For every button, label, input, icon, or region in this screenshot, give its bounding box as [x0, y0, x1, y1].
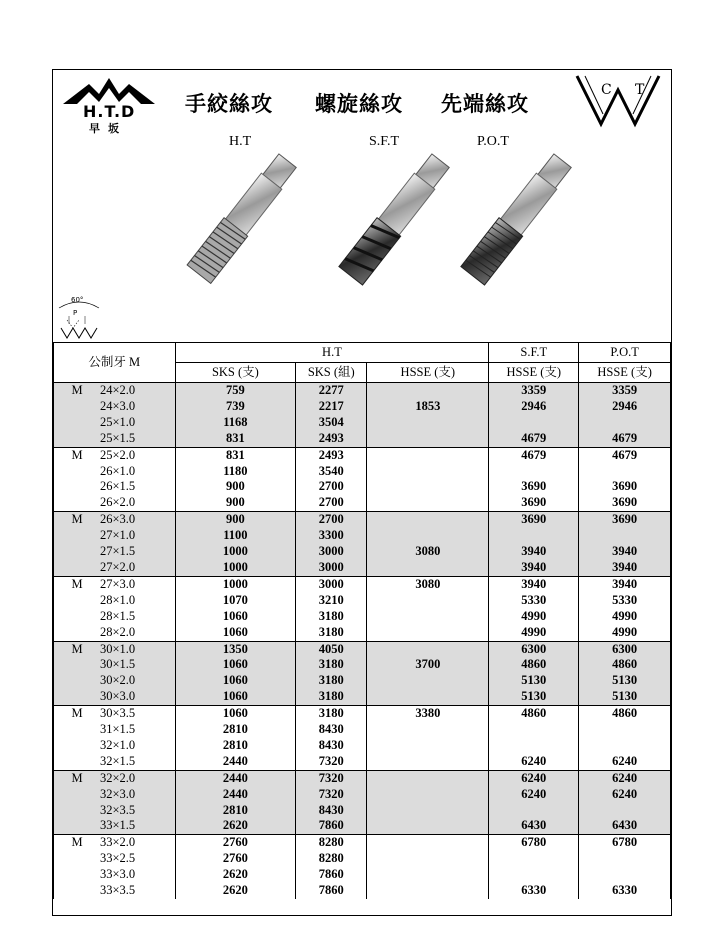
price-cell: 2493 — [296, 447, 367, 463]
price-cell: 3000 — [296, 560, 367, 576]
price-cell — [367, 803, 489, 819]
price-cell: 3000 — [296, 576, 367, 592]
price-cell — [489, 738, 579, 754]
price-cell: 2760 — [175, 851, 296, 867]
price-cell: 4990 — [489, 625, 579, 641]
size-cell — [54, 851, 176, 867]
price-cell — [367, 818, 489, 834]
size-cell — [54, 399, 176, 415]
table-row — [54, 818, 671, 834]
thread-size: 32×3.0 — [100, 786, 136, 801]
thread-size: 27×3.0 — [100, 576, 136, 591]
size-cell — [54, 818, 176, 834]
price-cell: 3080 — [367, 544, 489, 560]
price-cell — [367, 673, 489, 689]
price-cell: 900 — [175, 512, 296, 528]
thread-size: 24×2.0 — [100, 383, 136, 397]
price-cell — [367, 770, 489, 786]
price-cell — [367, 835, 489, 851]
metric-prefix: M — [71, 770, 83, 785]
price-cell — [367, 528, 489, 544]
size-cell — [54, 625, 176, 641]
price-cell: 5130 — [489, 689, 579, 705]
logo-subtext: 早坂 — [89, 122, 127, 135]
price-cell: 1060 — [175, 673, 296, 689]
size-cell — [54, 512, 176, 528]
price-cell: 2760 — [175, 835, 296, 851]
price-cell: 4679 — [489, 447, 579, 463]
price-cell: 6430 — [579, 818, 671, 834]
size-cell — [54, 835, 176, 851]
price-cell: 4860 — [579, 657, 671, 673]
price-cell: 2700 — [296, 512, 367, 528]
price-cell: 1060 — [175, 625, 296, 641]
hand-tap-image — [175, 150, 305, 290]
thread-pitch-label: P — [73, 309, 78, 317]
table-row — [54, 867, 671, 883]
price-cell: 1000 — [175, 560, 296, 576]
price-cell — [367, 447, 489, 463]
table-row — [54, 738, 671, 754]
price-cell: 6240 — [489, 770, 579, 786]
price-cell — [367, 512, 489, 528]
thread-size: 30×3.0 — [100, 689, 136, 704]
price-cell: 7320 — [296, 754, 367, 770]
price-cell: 8280 — [296, 835, 367, 851]
tap-label-pot: P.O.T — [477, 134, 509, 149]
title-hand-tap: 手絞絲攻 — [185, 91, 273, 116]
price-cell: 6430 — [489, 818, 579, 834]
thread-size: 32×1.0 — [100, 737, 136, 752]
price-cell: 3210 — [296, 593, 367, 609]
thread-size: 25×2.0 — [100, 447, 136, 462]
price-cell — [367, 754, 489, 770]
price-cell: 4679 — [489, 431, 579, 447]
size-cell — [54, 560, 176, 576]
price-cell: 2217 — [296, 399, 367, 415]
price-cell: 2700 — [296, 495, 367, 511]
table-row — [54, 528, 671, 544]
size-cell — [54, 641, 176, 657]
table-row — [54, 673, 671, 689]
table-row — [54, 415, 671, 431]
price-cell — [489, 464, 579, 480]
table-row — [54, 399, 671, 415]
size-cell — [54, 593, 176, 609]
tap-label-ht: H.T — [229, 134, 252, 149]
table-row — [54, 770, 671, 786]
price-cell: 831 — [175, 447, 296, 463]
col-header: HSSE (支) — [367, 363, 489, 383]
size-cell — [54, 495, 176, 511]
thread-size: 33×3.0 — [100, 867, 136, 882]
size-cell — [54, 689, 176, 705]
price-cell: 8430 — [296, 722, 367, 738]
price-cell: 831 — [175, 431, 296, 447]
price-cell — [579, 867, 671, 883]
price-cell — [367, 560, 489, 576]
thread-size: 33×2.0 — [100, 835, 136, 850]
price-cell: 3690 — [579, 512, 671, 528]
price-cell: 2440 — [175, 754, 296, 770]
table-row — [54, 851, 671, 867]
thread-size: 31×1.5 — [100, 722, 136, 737]
size-cell — [54, 431, 176, 447]
thread-size: 25×1.5 — [100, 430, 136, 445]
table-row — [54, 722, 671, 738]
price-cell — [367, 479, 489, 495]
group-header-pot: P.O.T — [579, 343, 671, 363]
price-cell — [579, 528, 671, 544]
table-row — [54, 593, 671, 609]
price-cell: 3080 — [367, 576, 489, 592]
price-cell: 3180 — [296, 625, 367, 641]
thread-size: 32×3.5 — [100, 802, 136, 817]
price-cell: 2946 — [579, 399, 671, 415]
size-cell — [54, 867, 176, 883]
price-cell: 8430 — [296, 803, 367, 819]
price-cell — [367, 867, 489, 883]
price-table-body — [54, 383, 671, 900]
price-cell: 6300 — [489, 641, 579, 657]
size-cell — [54, 609, 176, 625]
size-cell — [54, 479, 176, 495]
col-header: SKS (組) — [296, 363, 367, 383]
title-spiral-tap: 螺旋絲攻 — [315, 91, 403, 116]
price-cell: 5130 — [579, 689, 671, 705]
price-cell: 3504 — [296, 415, 367, 431]
table-row — [54, 641, 671, 657]
price-cell: 6780 — [579, 835, 671, 851]
cwt-brand-mark — [573, 72, 663, 128]
price-cell: 6330 — [579, 883, 671, 899]
price-cell: 3180 — [296, 689, 367, 705]
catalog-header — [53, 70, 671, 342]
price-cell — [489, 528, 579, 544]
metric-prefix: M — [71, 383, 83, 397]
price-cell: 6240 — [579, 754, 671, 770]
price-cell: 1060 — [175, 706, 296, 722]
price-cell: 6240 — [489, 754, 579, 770]
table-row — [54, 512, 671, 528]
thread-size: 25×1.0 — [100, 414, 136, 429]
thread-size: 28×2.0 — [100, 624, 136, 639]
metric-prefix: M — [71, 447, 83, 462]
corner-header: 公制牙 M — [54, 343, 176, 383]
size-cell — [54, 722, 176, 738]
htd-logo — [59, 74, 159, 134]
thread-size: 26×1.5 — [100, 479, 136, 494]
price-cell — [579, 738, 671, 754]
table-row — [54, 706, 671, 722]
price-cell: 2277 — [296, 383, 367, 399]
table-row — [54, 447, 671, 463]
table-row — [54, 560, 671, 576]
price-cell — [367, 383, 489, 399]
size-cell — [54, 576, 176, 592]
thread-size: 26×1.0 — [100, 463, 136, 478]
price-cell — [579, 851, 671, 867]
price-cell: 2620 — [175, 883, 296, 899]
price-cell — [579, 415, 671, 431]
price-cell: 1180 — [175, 464, 296, 480]
group-header-ht: H.T — [175, 343, 489, 363]
thread-size: 33×1.5 — [100, 818, 136, 833]
price-cell — [579, 722, 671, 738]
metric-prefix: M — [71, 576, 83, 591]
price-cell: 739 — [175, 399, 296, 415]
brand-letter-c: C — [601, 82, 612, 98]
price-cell — [489, 415, 579, 431]
price-cell: 4990 — [579, 609, 671, 625]
size-cell — [54, 754, 176, 770]
thread-size: 30×1.0 — [100, 641, 136, 656]
table-row — [54, 625, 671, 641]
price-cell: 5130 — [489, 673, 579, 689]
price-cell: 2700 — [296, 479, 367, 495]
metric-prefix: M — [71, 835, 83, 850]
size-cell — [54, 657, 176, 673]
price-cell: 6240 — [579, 770, 671, 786]
price-cell: 1060 — [175, 657, 296, 673]
thread-size: 27×1.0 — [100, 528, 136, 543]
price-cell — [367, 722, 489, 738]
price-cell: 3700 — [367, 657, 489, 673]
price-cell: 1060 — [175, 609, 296, 625]
price-cell: 7860 — [296, 867, 367, 883]
price-cell: 3359 — [579, 383, 671, 399]
group-header-sft: S.F.T — [489, 343, 579, 363]
table-row — [54, 383, 671, 399]
price-cell: 4860 — [489, 657, 579, 673]
price-cell: 4990 — [579, 625, 671, 641]
size-cell — [54, 544, 176, 560]
price-cell: 3940 — [579, 544, 671, 560]
thread-angle-label: 60° — [71, 296, 84, 304]
price-cell: 3690 — [489, 479, 579, 495]
price-table — [53, 342, 671, 899]
table-row — [54, 803, 671, 819]
price-cell: 2810 — [175, 722, 296, 738]
table-row — [54, 754, 671, 770]
price-cell: 1000 — [175, 576, 296, 592]
brand-letter-t: T — [635, 82, 645, 98]
size-cell — [54, 447, 176, 463]
price-cell — [367, 851, 489, 867]
table-row — [54, 479, 671, 495]
price-cell: 3940 — [489, 560, 579, 576]
size-cell — [54, 787, 176, 803]
price-cell: 3180 — [296, 706, 367, 722]
price-cell: 3300 — [296, 528, 367, 544]
price-cell: 1853 — [367, 399, 489, 415]
size-cell — [54, 673, 176, 689]
price-cell: 3000 — [296, 544, 367, 560]
thread-size: 26×3.0 — [100, 512, 136, 527]
catalog-page-frame — [52, 69, 672, 916]
price-cell: 6300 — [579, 641, 671, 657]
thread-size: 33×3.5 — [100, 883, 136, 898]
price-cell: 1168 — [175, 415, 296, 431]
price-cell: 1100 — [175, 528, 296, 544]
point-tap-image — [445, 150, 585, 290]
price-cell: 1350 — [175, 641, 296, 657]
tap-label-sft: S.F.T — [369, 134, 400, 149]
table-row — [54, 689, 671, 705]
size-cell — [54, 706, 176, 722]
table-row — [54, 495, 671, 511]
price-cell: 3690 — [489, 512, 579, 528]
table-row — [54, 883, 671, 899]
price-cell: 759 — [175, 383, 296, 399]
price-cell: 7320 — [296, 787, 367, 803]
price-cell: 5330 — [579, 593, 671, 609]
thread-size: 32×1.5 — [100, 753, 136, 768]
logo-text: H.T.D — [83, 102, 136, 121]
price-cell — [489, 803, 579, 819]
spiral-tap-image — [323, 150, 463, 290]
size-cell — [54, 415, 176, 431]
title-point-tap: 先端絲攻 — [441, 91, 529, 116]
thread-size: 30×1.5 — [100, 657, 136, 672]
thread-size: 24×3.0 — [100, 398, 136, 413]
price-cell: 3690 — [579, 479, 671, 495]
price-cell: 4860 — [489, 706, 579, 722]
price-cell: 1060 — [175, 689, 296, 705]
table-row — [54, 835, 671, 851]
thread-size: 27×2.0 — [100, 559, 136, 574]
price-cell: 2620 — [175, 818, 296, 834]
thread-size: 33×2.5 — [100, 851, 136, 866]
price-cell: 3359 — [489, 383, 579, 399]
size-cell — [54, 770, 176, 786]
table-row — [54, 609, 671, 625]
price-cell: 3940 — [579, 576, 671, 592]
price-cell: 2493 — [296, 431, 367, 447]
price-cell: 2810 — [175, 803, 296, 819]
price-cell: 8280 — [296, 851, 367, 867]
price-cell: 6240 — [579, 787, 671, 803]
price-cell — [367, 609, 489, 625]
price-cell: 4679 — [579, 431, 671, 447]
price-cell — [489, 722, 579, 738]
price-cell: 7320 — [296, 770, 367, 786]
price-cell — [367, 464, 489, 480]
price-cell: 2620 — [175, 867, 296, 883]
price-cell: 3180 — [296, 673, 367, 689]
price-cell: 4679 — [579, 447, 671, 463]
price-cell: 900 — [175, 495, 296, 511]
price-cell — [579, 803, 671, 819]
metric-prefix: M — [71, 706, 83, 721]
price-cell — [367, 738, 489, 754]
price-cell — [367, 883, 489, 899]
price-cell — [367, 689, 489, 705]
thread-size: 26×2.0 — [100, 495, 136, 510]
price-cell: 2440 — [175, 787, 296, 803]
price-cell — [489, 867, 579, 883]
price-cell: 3540 — [296, 464, 367, 480]
price-cell: 5330 — [489, 593, 579, 609]
price-cell: 2946 — [489, 399, 579, 415]
price-cell: 6240 — [489, 787, 579, 803]
size-cell — [54, 464, 176, 480]
price-cell: 4990 — [489, 609, 579, 625]
size-cell — [54, 803, 176, 819]
table-row — [54, 431, 671, 447]
thread-size: 32×2.0 — [100, 770, 136, 785]
price-cell: 3380 — [367, 706, 489, 722]
price-cell: 3940 — [489, 544, 579, 560]
table-row — [54, 787, 671, 803]
thread-size: 30×2.0 — [100, 673, 136, 688]
price-cell: 900 — [175, 479, 296, 495]
size-cell — [54, 883, 176, 899]
price-cell: 3180 — [296, 609, 367, 625]
price-cell — [579, 464, 671, 480]
table-row — [54, 544, 671, 560]
table-row — [54, 657, 671, 673]
size-cell — [54, 383, 176, 399]
price-cell — [367, 431, 489, 447]
thread-size: 28×1.5 — [100, 608, 136, 623]
price-cell: 1070 — [175, 593, 296, 609]
size-cell — [54, 528, 176, 544]
price-cell: 3180 — [296, 657, 367, 673]
table-row — [54, 576, 671, 592]
price-cell: 3940 — [579, 560, 671, 576]
price-cell: 2440 — [175, 770, 296, 786]
price-cell: 6780 — [489, 835, 579, 851]
price-cell: 7860 — [296, 883, 367, 899]
price-cell: 8430 — [296, 738, 367, 754]
metric-prefix: M — [71, 641, 83, 656]
price-cell — [367, 593, 489, 609]
col-header: HSSE (支) — [489, 363, 579, 383]
price-cell: 4860 — [579, 706, 671, 722]
col-header: SKS (支) — [175, 363, 296, 383]
price-cell: 3690 — [579, 495, 671, 511]
price-cell — [367, 495, 489, 511]
table-row — [54, 464, 671, 480]
metric-prefix: M — [71, 512, 83, 527]
price-cell — [367, 787, 489, 803]
thread-size: 28×1.0 — [100, 592, 136, 607]
price-cell: 3940 — [489, 576, 579, 592]
thread-size: 27×1.5 — [100, 544, 136, 559]
size-cell — [54, 738, 176, 754]
col-header: HSSE (支) — [579, 363, 671, 383]
price-cell: 4050 — [296, 641, 367, 657]
price-cell — [367, 415, 489, 431]
price-cell: 5130 — [579, 673, 671, 689]
price-cell: 1000 — [175, 544, 296, 560]
price-cell — [489, 851, 579, 867]
price-cell: 7860 — [296, 818, 367, 834]
price-cell: 2810 — [175, 738, 296, 754]
price-cell: 6330 — [489, 883, 579, 899]
thread-size: 30×3.5 — [100, 706, 136, 721]
price-cell — [367, 641, 489, 657]
price-cell — [367, 625, 489, 641]
price-cell: 3690 — [489, 495, 579, 511]
